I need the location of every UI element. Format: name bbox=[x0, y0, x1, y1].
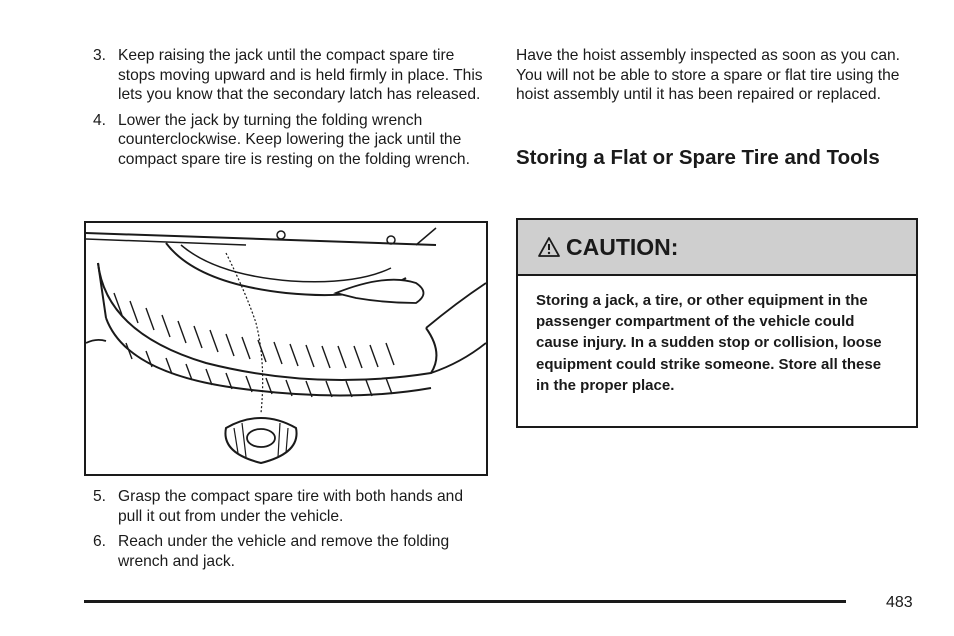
steps-list-bottom bbox=[93, 487, 485, 577]
step-4 bbox=[93, 111, 485, 170]
step-number: 6. bbox=[93, 533, 107, 551]
step-number: 4. bbox=[93, 111, 107, 129]
step-number: 5. bbox=[93, 488, 107, 505]
steps-list-top bbox=[93, 46, 485, 176]
right-column bbox=[516, 46, 918, 105]
warning-triangle-icon bbox=[538, 236, 560, 258]
caution-box bbox=[516, 218, 918, 428]
step-number: 3. bbox=[93, 47, 107, 64]
caution-text: Storing a jack, a tire, or other equipment in the passenger compartment of the vehicle could cause injury. In a sudden stop or collision, loose equipment could strike someone. Store all these in the proper place. bbox=[536, 292, 882, 394]
section-heading: Storing a Flat or Spare Tire and Tools bbox=[516, 146, 880, 169]
step-text: Reach under the vehicle and remove the folding wrench and jack. bbox=[118, 533, 450, 570]
spare-tire-illustration bbox=[84, 221, 488, 476]
step-5 bbox=[93, 487, 485, 526]
footer-rule bbox=[84, 600, 846, 603]
step-3 bbox=[93, 46, 485, 105]
hoist-inspection-paragraph: Have the hoist assembly inspected as soon as you can. You will not be able to store a spare or flat tire using the hoist assembly until it has been repaired or replaced. bbox=[516, 47, 900, 104]
step-text: Grasp the compact spare tire with both hands and pull it out from under the vehicle. bbox=[118, 488, 463, 525]
step-text: Keep raising the jack until the compact spare tire stops moving upward and is held firmly in place. This lets you know that the secondary latch has released. bbox=[118, 47, 483, 104]
caution-title: CAUTION: bbox=[566, 233, 679, 260]
step-text: Lower the jack by turning the folding wrench counterclockwise. Keep lowering the jack until the compact spare tire is resting on the folding wrench. bbox=[118, 111, 470, 168]
step-6 bbox=[93, 532, 485, 571]
tire-drawing bbox=[86, 223, 486, 474]
caution-header bbox=[518, 220, 916, 276]
page-number: 483 bbox=[886, 594, 913, 611]
